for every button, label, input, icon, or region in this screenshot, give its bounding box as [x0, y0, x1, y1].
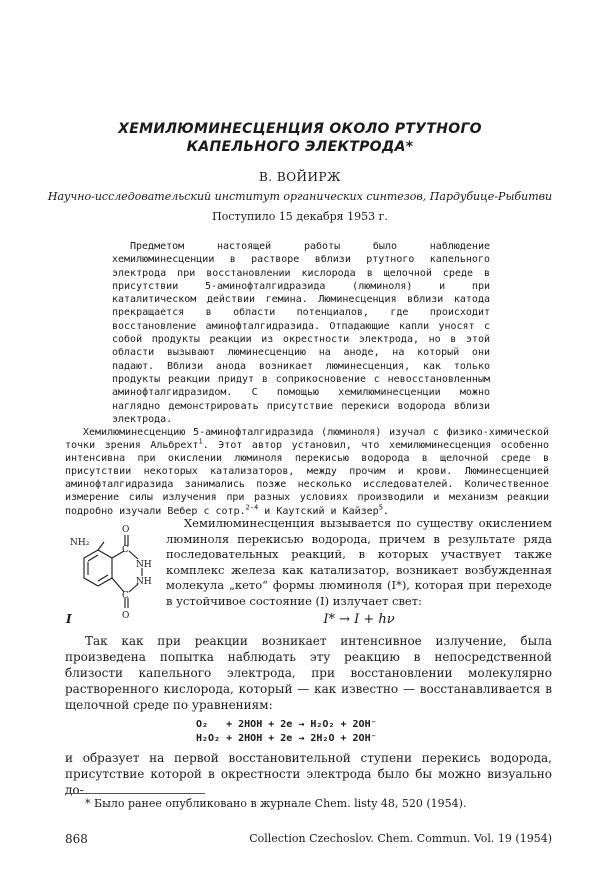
title-line-1: ХЕМИЛЮМИНЕСЦЕНЦИЯ ОКОЛО РТУТНОГО — [118, 121, 482, 137]
page-number: 868 — [65, 832, 88, 846]
benzene-inner-bond-1 — [88, 555, 98, 561]
atom-o-top: O — [122, 525, 130, 535]
affiliation: Научно-исследовательский институт органических синтезов, Пардубице-Рыбитви — [47, 190, 553, 203]
intro-text-c: и Каутский и Кайзер — [258, 505, 379, 517]
author-name: В. ВОЙИРЖ — [258, 170, 342, 184]
bond-c-top-to-nh — [129, 551, 138, 559]
footnote-divider — [65, 793, 205, 794]
bond-ring-to-nh2 — [98, 542, 104, 550]
reduction-equations — [196, 718, 377, 746]
intro-text-b: . Этот автор установил, что хемилюминесценция особенно интенсивна при окислении люминоля перекисью водорода в щелочной среде в присутствии некоторых катализаторов, между прочим и крови. Люминесценцией аминофталгидразида занимались позже несколько исследователей. Количественное измерение силы излучения при разных условиях производили и механизм реакции подробно изучали Вебер с сотр. — [65, 440, 550, 517]
intro-text-a: Хемилюминесценцию 5-аминофталгидразида (люминоля) изучал с физико-химической точки зрения Альбрехт — [65, 427, 549, 452]
abstract-text: Предметом настоящей работы было наблюдение хемилюминесценции в растворе вблизи ртутного капельного электрода при восстановлении кислорода в щелочной среде в присутствии 5-аминофталгидразида (люминоля) и при каталитическом действии гемина. Люминесценция вблизи катода прекращается в области потенциалов, где происходит восстановление аминофталгидразида. Отпадающие капли уносят с собой продукты реакции из окрестности электрода, но в этой области вызывают люминесценцию на аноде, на который они падают. Вблизи анода возникает люминесценция, как только продукты реакции придут в соприкосновение с невосстановленным аминофталгидразидом. С помощью хемилюминесценции можно наглядно демонстрировать присутствие перекиси водорода вблизи электрода. — [112, 241, 490, 425]
intro-paragraph — [65, 426, 549, 518]
body-paragraph-block — [65, 633, 552, 713]
side-paragraph-block — [166, 516, 552, 610]
continuation-paragraph: и образует на первой восстановительной ступени перекись водорода, присутствие которой в окрестности электрода было бы можно визуально до- — [65, 751, 552, 797]
light-emission-equation: I* → I + hν — [323, 612, 395, 627]
ref-2-4: 2-4 — [245, 503, 259, 512]
ref-1: 1 — [198, 437, 203, 446]
continuation-block — [65, 750, 552, 798]
abstract — [112, 240, 490, 426]
atom-nh-bottom: NH — [136, 577, 152, 587]
bond-ring-to-c-bottom — [112, 578, 124, 592]
compound-label: I — [66, 612, 72, 626]
equation-peroxide: H₂O₂ + 2HOH + 2e → 2H₂O + 2OH⁻ — [196, 733, 377, 744]
equation-oxygen: O₂ + 2HOH + 2e → H₂O₂ + 2OH⁻ — [196, 719, 377, 730]
atom-o-bottom: O — [122, 611, 130, 620]
journal-footer: Collection Czechoslov. Chem. Commun. Vol. 19 (1954) — [249, 832, 552, 845]
footnote: * Было ранее опубликовано в журнале Chem. listy 48, 520 (1954). — [85, 797, 467, 810]
atom-c-top: C — [122, 545, 129, 555]
luminol-structure — [62, 520, 172, 620]
atom-nh-top: NH — [136, 560, 152, 570]
ref-5: 5 — [378, 503, 383, 512]
atom-c-bottom: C — [122, 591, 129, 601]
benzene-inner-bond-3 — [98, 575, 108, 581]
intro-text-d: . — [382, 505, 389, 517]
title-line-2: КАПЕЛЬНОГО ЭЛЕКТРОДА* — [186, 139, 414, 155]
side-paragraph: Хемилюминесценция вызывается по существу окислением люминоля перекисью водорода, причем в результате ряда последовательных реакций, в которых участвует также комплекс железа как катализатор, возникает возбужденная молекула „кето“ формы люминоля (I*), которая при переходе в устойчивое состояние (I) излучает свет: — [166, 516, 552, 608]
article-title — [0, 120, 600, 156]
received-date: Поступило 15 декабря 1953 г. — [212, 210, 388, 223]
atom-nh2: NH₂ — [70, 538, 90, 548]
body-paragraph: Так как при реакции возникает интенсивное излучение, была произведена попытка наблюдать эту реакцию в непосредственной близости капельного электрода, при восстановлении молекулярно растворенного кислорода, который — как известно — восстанавливается в щелочной среде по уравнениям: — [65, 634, 552, 712]
intro-section — [65, 426, 549, 518]
